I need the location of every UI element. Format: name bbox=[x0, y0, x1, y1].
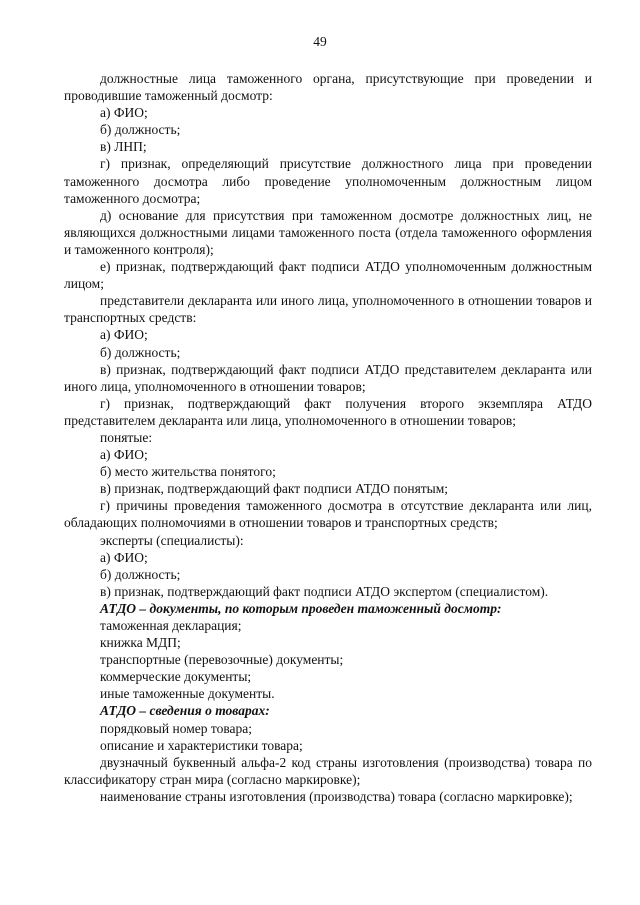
paragraph: двузначный буквенный альфа-2 код страны изготовления (производства) товара по классификатору стран мира (согласно маркировке); bbox=[64, 754, 592, 787]
paragraph: г) причины проведения таможенного досмотра в отсутствие декларанта или лиц, обладающих полномочиями в отношении товаров и транспортных средств; bbox=[64, 498, 592, 531]
paragraph: описание и характеристики товара; bbox=[100, 737, 303, 753]
paragraph: е) признак, подтверждающий факт подписи АТДО уполномоченным должностным лицом; bbox=[64, 259, 592, 292]
paragraph: таможенная декларация; bbox=[100, 618, 242, 633]
paragraph: г) признак, определяющий присутствие должностного лица при проведении таможенного досмотра либо проведение уполномоченным должностным лицом таможенного досмотра; bbox=[64, 156, 592, 206]
paragraph: понятые: bbox=[100, 429, 153, 445]
paragraph: наименование страны изготовления (производства) товара (согласно маркировке); bbox=[100, 788, 573, 804]
paragraph: в) признак, подтверждающий факт подписи АТДО понятым; bbox=[100, 481, 449, 497]
paragraph: в) признак, подтверждающий факт подписи АТДО представителем декларанта или иного лица, уполномоченного в отношении товаров; bbox=[64, 361, 592, 394]
paragraph: порядковый номер товара; bbox=[100, 720, 253, 736]
paragraph: в) признак, подтверждающий факт подписи АТДО экспертом (специалистом). bbox=[100, 583, 549, 599]
section-heading: АТДО – документы, по которым проведен таможенный досмотр: bbox=[100, 600, 502, 616]
paragraph: иные таможенные документы. bbox=[100, 686, 275, 702]
paragraph: в) ЛНП; bbox=[100, 139, 147, 155]
paragraph: д) основание для присутствия при таможенном досмотре должностных лиц, не являющихся должностными лицами таможенного поста (отдела таможенного оформления и таможенного контроля); bbox=[64, 207, 592, 257]
paragraph: б) место жительства понятого; bbox=[100, 464, 276, 480]
paragraph: а) ФИО; bbox=[100, 327, 148, 343]
paragraph: должностные лица таможенного органа, присутствующие при проведении и проводившие таможенный досмотр: bbox=[64, 71, 592, 104]
paragraph: а) ФИО; bbox=[100, 549, 148, 565]
paragraph: б) должность; bbox=[100, 566, 181, 582]
paragraph: транспортные (перевозочные) документы; bbox=[100, 652, 344, 668]
paragraph: а) ФИО; bbox=[100, 447, 148, 463]
paragraph: а) ФИО; bbox=[100, 105, 148, 121]
paragraph: эксперты (специалисты): bbox=[100, 532, 244, 548]
paragraph: б) должность; bbox=[100, 344, 181, 360]
document-body bbox=[64, 70, 592, 805]
paragraph: книжка МДП; bbox=[100, 635, 181, 651]
page-number: 49 bbox=[313, 34, 327, 49]
paragraph: коммерческие документы; bbox=[100, 669, 252, 685]
paragraph: представители декларанта или иного лица, уполномоченного в отношении товаров и транспортных средств: bbox=[64, 293, 592, 326]
paragraph: г) признак, подтверждающий факт получения второго экземпляра АТДО представителем декларанта или лица, уполномоченного в отношении товаров; bbox=[64, 395, 592, 428]
paragraph: б) должность; bbox=[100, 122, 181, 138]
section-heading: АТДО – сведения о товарах: bbox=[100, 703, 270, 719]
